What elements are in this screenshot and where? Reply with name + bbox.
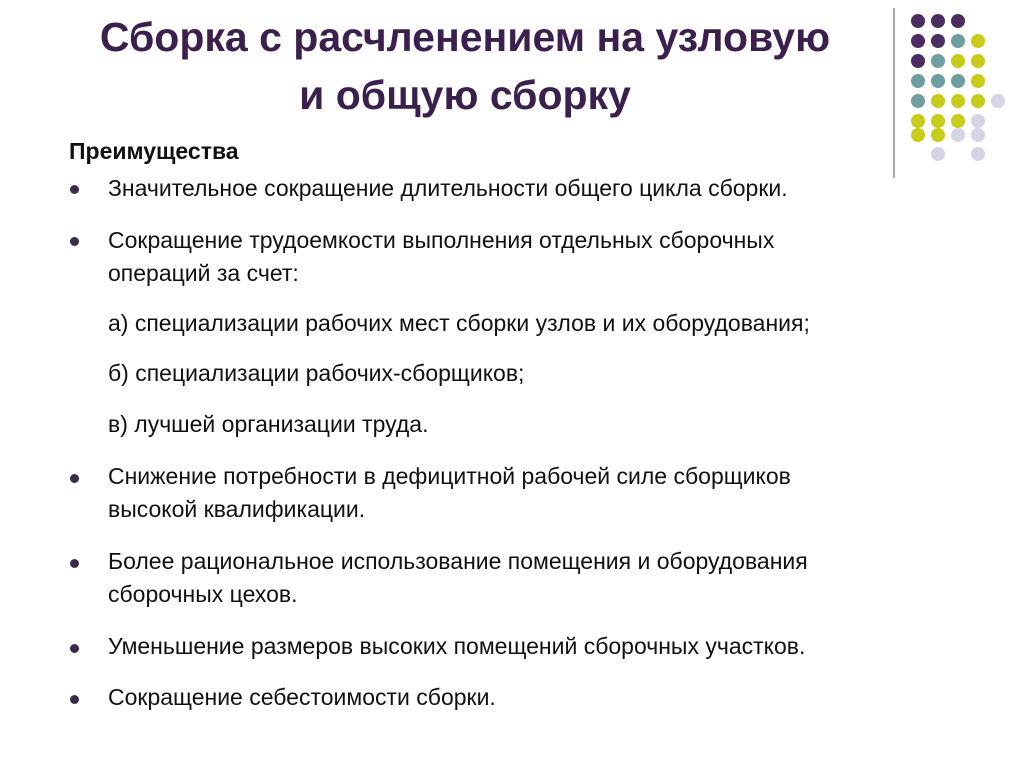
dot [911, 74, 925, 88]
dot [951, 74, 965, 88]
dot [971, 94, 985, 108]
bullet-icon [70, 185, 79, 194]
bullet-text-3: Снижение потребности в дефицитной рабочей силе сборщиков высокой квалификации. [108, 463, 791, 522]
bullet-text-5: Уменьшение размеров высоких помещений сборочных участков. [108, 633, 806, 659]
slide-title-line-2: и общую сборку [299, 72, 631, 118]
dot [931, 14, 945, 28]
dot [971, 34, 985, 48]
dot [931, 94, 945, 108]
dot [951, 94, 965, 108]
dot [951, 128, 965, 142]
dot [931, 34, 945, 48]
dot [951, 54, 965, 68]
dot [911, 114, 925, 128]
advantages-heading: Преимущества [69, 138, 239, 164]
dot [971, 128, 985, 142]
dot [991, 94, 1005, 108]
dot [911, 14, 925, 28]
dot [931, 74, 945, 88]
dot [971, 147, 985, 161]
bullet-text-6: Сокращение себестоимости сборки. [108, 684, 496, 710]
slide-title [0, 8, 930, 124]
dot [951, 14, 965, 28]
dot [931, 54, 945, 68]
dot [911, 94, 925, 108]
bullet-icon [70, 474, 79, 483]
dot [951, 34, 965, 48]
bullet-text-1: Значительное сокращение длительности общего цикла сборки. [108, 175, 788, 201]
dot [931, 114, 945, 128]
bullet-text-2: Сокращение трудоемкости выполнения отдельных сборочных операций за счет: [108, 227, 775, 286]
sub-item-b: б) специализации рабочих-сборщиков; [108, 360, 525, 386]
bullet-icon [70, 559, 79, 568]
dot [971, 114, 985, 128]
dot [971, 74, 985, 88]
dot [931, 147, 945, 161]
dot [951, 114, 965, 128]
dot [911, 34, 925, 48]
bullet-icon [70, 237, 79, 246]
dot [971, 54, 985, 68]
dot [931, 128, 945, 142]
dot [911, 128, 925, 142]
slide-title-line-1: Сборка с расчленением на узловую [99, 14, 831, 60]
bullet-icon [70, 644, 79, 653]
vertical-divider [893, 8, 895, 178]
bullet-icon [70, 695, 79, 704]
sub-item-a: а) специализации рабочих мест сборки узлов и их оборудования; [108, 310, 810, 336]
sub-item-c: в) лучшей организации труда. [108, 411, 429, 437]
bullet-text-4: Более рациональное использование помещения и оборудования сборочных цехов. [108, 548, 808, 607]
dot [911, 54, 925, 68]
